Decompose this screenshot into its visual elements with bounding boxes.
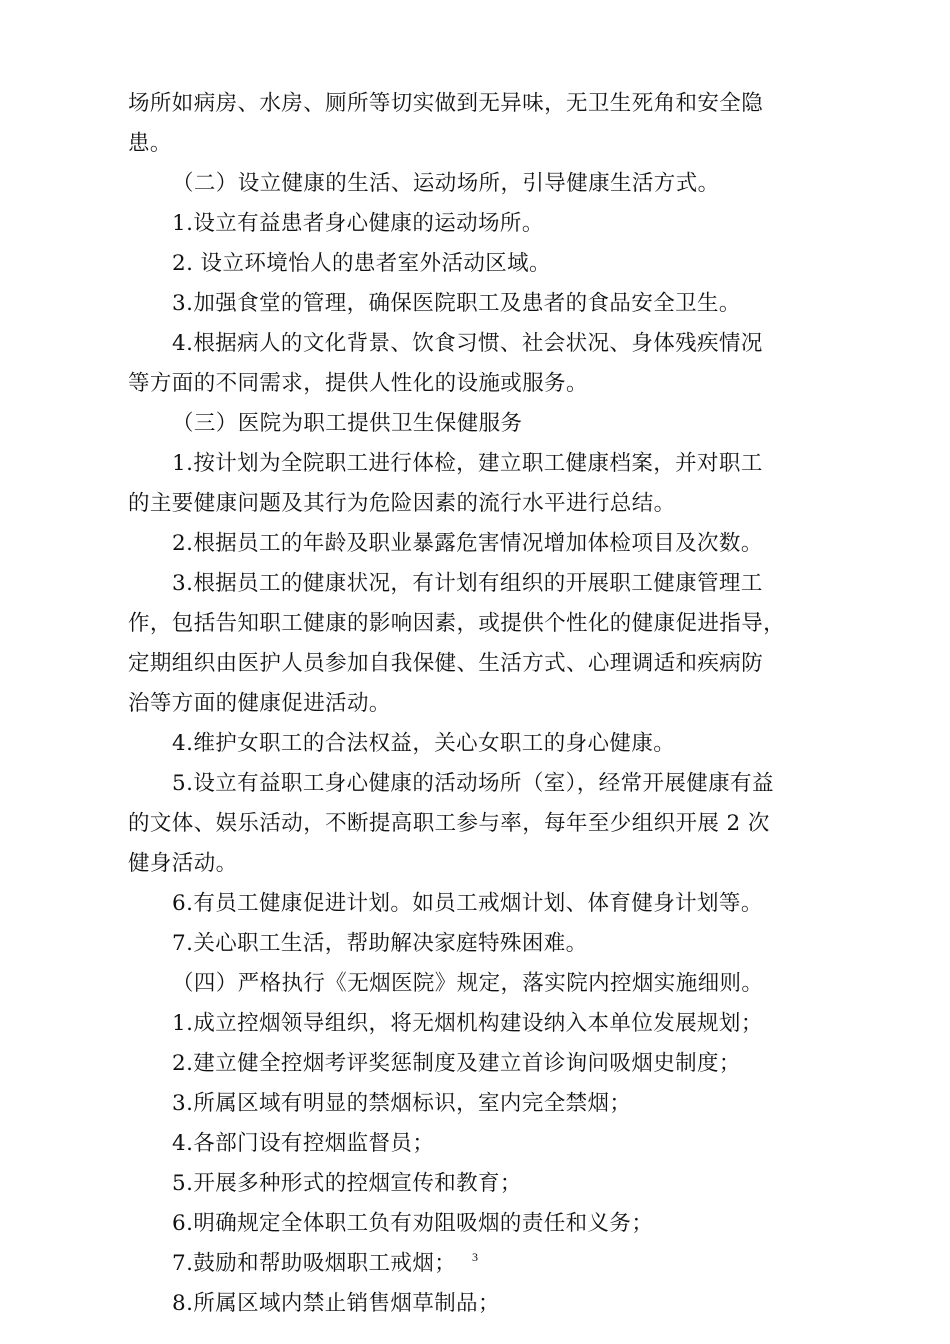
list-item: 4.各部门设有控烟监督员； — [172, 1131, 435, 1156]
list-item: 2.根据员工的年龄及职业暴露危害情况增加体检项目及次数。 — [172, 531, 763, 556]
list-item: 5.设立有益职工身心健康的活动场所（室），经常开展健康有益 — [172, 771, 774, 796]
section-heading: （二）设立健康的生活、运动场所，引导健康生活方式。 — [172, 171, 720, 196]
list-item: 7.关心职工生活，帮助解决家庭特殊困难。 — [172, 931, 588, 956]
list-item: 2. 设立环境怡人的患者室外活动区域。 — [172, 251, 551, 276]
list-item: 4.维护女职工的合法权益，关心女职工的身心健康。 — [172, 731, 676, 756]
document-body — [128, 84, 828, 1324]
list-item: 1.设立有益患者身心健康的运动场所。 — [172, 211, 544, 236]
section-heading: （四）严格执行《无烟医院》规定，落实院内控烟实施细则。 — [172, 971, 764, 996]
list-item-continuation: 定期组织由医护人员参加自我保健、生活方式、心理调适和疾病防 — [128, 651, 764, 676]
section-heading: （三）医院为职工提供卫生保健服务 — [172, 411, 523, 436]
list-item: 4.根据病人的文化背景、饮食习惯、社会状况、身体残疾情况 — [172, 331, 763, 356]
list-item: 5.开展多种形式的控烟宣传和教育； — [172, 1171, 522, 1196]
paragraph-line: 场所如病房、水房、厕所等切实做到无异味，无卫生死角和安全隐 — [128, 91, 764, 116]
list-item: 3.加强食堂的管理，确保医院职工及患者的食品安全卫生。 — [172, 291, 741, 316]
list-item-continuation: 治等方面的健康促进活动。 — [128, 691, 391, 716]
list-item: 1.按计划为全院职工进行体检，建立职工健康档案，并对职工 — [172, 451, 763, 476]
list-item: 1.成立控烟领导组织，将无烟机构建设纳入本单位发展规划； — [172, 1011, 763, 1036]
list-item-continuation: 作，包括告知职工健康的影响因素，或提供个性化的健康促进指导， — [128, 611, 786, 636]
paragraph-line: 患。 — [128, 131, 172, 156]
list-item-continuation: 等方面的不同需求，提供人性化的设施或服务。 — [128, 371, 588, 396]
list-item-continuation: 的主要健康问题及其行为危险因素的流行水平进行总结。 — [128, 491, 676, 516]
page-number: 3 — [472, 1250, 478, 1264]
list-item-continuation: 健身活动。 — [128, 851, 238, 876]
list-item: 3.根据员工的健康状况，有计划有组织的开展职工健康管理工 — [172, 571, 763, 596]
list-item: 6.有员工健康促进计划。如员工戒烟计划、体育健身计划等。 — [172, 891, 763, 916]
list-item: 6.明确规定全体职工负有劝阻吸烟的责任和义务； — [172, 1211, 654, 1236]
list-item-continuation: 的文体、娱乐活动，不断提高职工参与率，每年至少组织开展 2 次 — [128, 811, 770, 836]
list-item: 8.所属区域内禁止销售烟草制品； — [172, 1291, 500, 1316]
list-item: 3.所属区域有明显的禁烟标识，室内完全禁烟； — [172, 1091, 632, 1116]
list-item: 7.鼓励和帮助吸烟职工戒烟； — [172, 1251, 457, 1276]
list-item: 2.建立健全控烟考评奖惩制度及建立首诊询问吸烟史制度； — [172, 1051, 741, 1076]
